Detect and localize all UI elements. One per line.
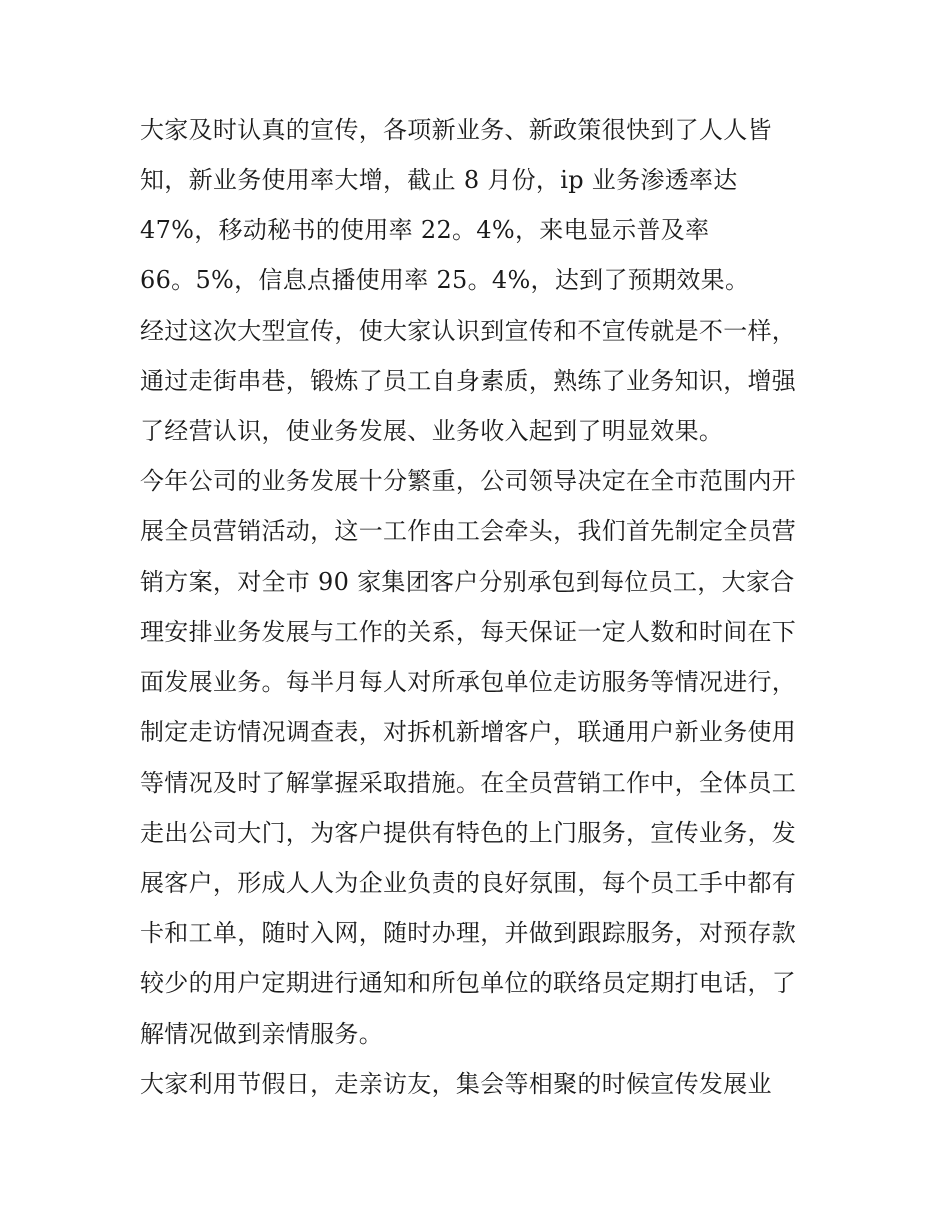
text-line: 66。5%，信息点播使用率 25。4%，达到了预期效果。 — [140, 266, 750, 294]
text-line: 大家利用节假日，走亲访友，集会等相聚的时候宣传发展业 — [140, 1070, 772, 1098]
text-line: 销方案，对全市 90 家集团客户分别承包到每位员工，大家合 — [140, 568, 795, 596]
text-line: 大家及时认真的宣传，各项新业务、新政策很快到了人人皆 — [140, 116, 772, 144]
text-line: 今年公司的业务发展十分繁重，公司领导决定在全市范围内开 — [140, 467, 797, 495]
text-line: 展客户，形成人人为企业负责的良好氛围，每个员工手中都有 — [140, 869, 797, 897]
text-line: 通过走街串巷，锻炼了员工自身素质，熟练了业务知识，增强 — [140, 367, 797, 395]
text-line: 知，新业务使用率大增，截止 8 月份，ip 业务渗透率达 — [140, 166, 738, 194]
text-line: 经过这次大型宣传，使大家认识到宣传和不宣传就是不一样， — [140, 317, 797, 345]
text-line: 了经营认识，使业务发展、业务收入起到了明显效果。 — [140, 417, 724, 445]
text-line: 等情况及时了解掌握采取措施。在全员营销工作中，全体员工 — [140, 769, 797, 797]
text-line: 47%，移动秘书的使用率 22。4%，来电显示普及率 — [140, 216, 710, 244]
text-line: 解情况做到亲情服务。 — [140, 1020, 383, 1048]
text-line: 走出公司大门，为客户提供有特色的上门服务，宣传业务，发 — [140, 819, 797, 847]
text-line: 制定走访情况调查表，对拆机新增客户，联通用户新业务使用 — [140, 718, 797, 746]
text-line: 展全员营销活动，这一工作由工会牵头，我们首先制定全员营 — [140, 517, 797, 545]
text-line: 理安排业务发展与工作的关系，每天保证一定人数和时间在下 — [140, 618, 797, 646]
text-line: 面发展业务。每半月每人对所承包单位走访服务等情况进行， — [140, 668, 797, 696]
text-line: 较少的用户定期进行通知和所包单位的联络员定期打电话，了 — [140, 969, 797, 997]
text-line: 卡和工单，随时入网，随时办理，并做到跟踪服务，对预存款 — [140, 919, 797, 947]
